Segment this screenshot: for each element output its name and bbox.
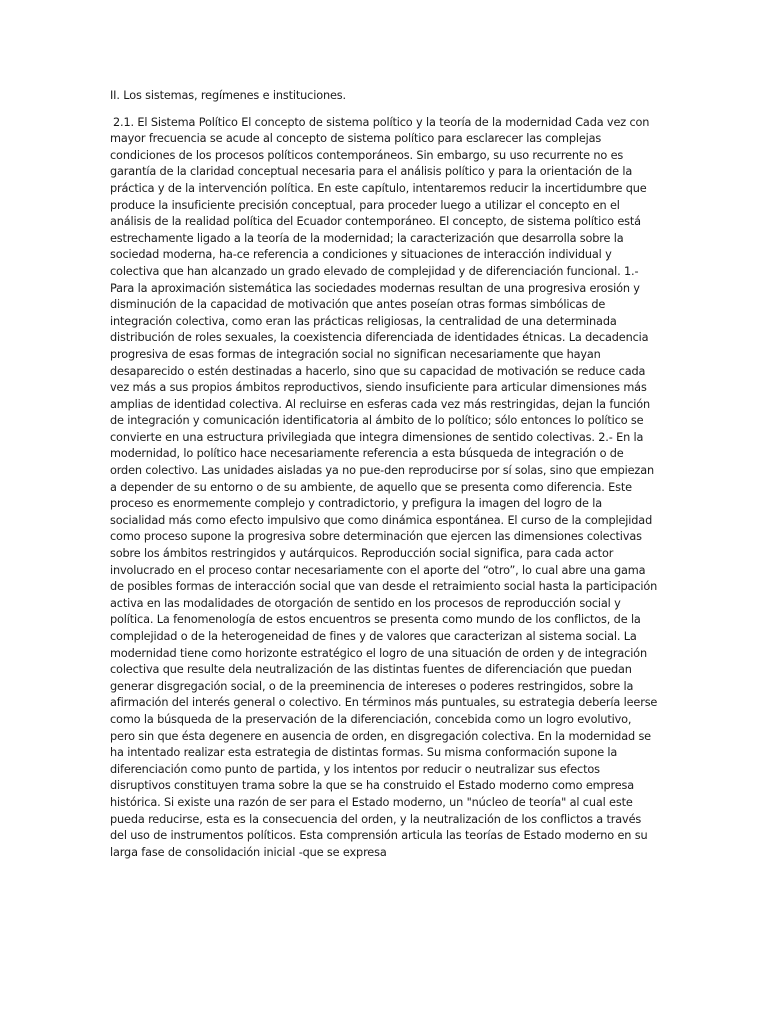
section-heading: II. Los sistemas, regímenes e instituciones.: [110, 89, 346, 102]
document-page: [110, 88, 658, 861]
body-paragraph: 2.1. El Sistema Político El concepto de sistema político y la teoría de la modernidad Cada vez con mayor frecuencia se acude al concepto de sistema político para esclarecer las complejas condiciones de los procesos políticos contemporáneos. Sin embargo, su uso recurrente no es garantía de la claridad conceptual necesaria para el análisis político y para la orientación de la práctica y de la intervención política. En este capítulo, intentaremos reducir la incertidumbre que produce la insuficiente precisión conceptual, para proceder luego a utilizar el concepto en el análisis de la realidad política del Ecuador contemporáneo. El concepto, de sistema político está estrechamente ligado a la teoría de la modernidad; la caracterización que desarrolla sobre la sociedad moderna, ha-ce referencia a condiciones y situaciones de interacción individual y colectiva que han alcanzado un grado elevado de complejidad y de diferenciación funcional. 1.- Para la aproximación sistemática las sociedades modernas resultan de una progresiva erosión y disminución de la capacidad de motivación que antes poseían otras formas simbólicas de integración colectiva, como eran las prácticas religiosas, la centralidad de una determinada distribución de roles sexuales, la coexistencia diferenciada de identidades étnicas. La decadencia progresiva de esas formas de integración social no significan necesariamente que hayan desaparecido o estén destinadas a hacerlo, sino que su capacidad de motivación se reduce cada vez más a sus propios ámbitos reproductivos, siendo insuficiente para articular dimensiones más amplias de identidad colectiva. Al recluirse en esferas cada vez más restringidas, dejan la función de integración y comunicación identificatoria al ámbito de lo político; sólo entonces lo político se convierte en una estructura privilegiada que integra dimensiones de sentido colectivas. 2.- En la modernidad, lo político hace necesariamente referencia a esta búsqueda de integración o de orden colectivo. Las unidades aisladas ya no pue-den reproducirse por sí solas, sino que empiezan a depender de su entorno o de su ambiente, de aquello que se presenta como diferencia. Este proceso es enormemente complejo y contradictorio, y prefigura la imagen del logro de la socialidad más como efecto impulsivo que como dinámica espontánea. El curso de la complejidad como proceso supone la progresiva sobre determinación que ejercen las dimensiones colectivas sobre los ámbitos restringidos y autárquicos. Reproducción social significa, para cada actor involucrado en el proceso contar necesariamente con el aporte del “otro”, lo cual abre una gama de posibles formas de interacción social que van desde el retraimiento social hasta la participación activa en las modalidades de otorgación de sentido en los procesos de reproducción social y política. La fenomenología de estos encuentros se presenta como mundo de los conflictos, de la complejidad o de la heterogeneidad de fines y de valores que caracterizan al sistema social. La modernidad tiene como horizonte estratégico el logro de una situación de orden y de integración colectiva que resulte dela neutralización de las distintas fuentes de diferenciación que puedan generar disgregación social, o de la preeminencia de intereses o poderes restringidos, sobre la afirmación del interés general o colectivo. En términos más puntuales, su estrategia debería leerse como la búsqueda de la preservación de la diferenciación, concebida como un logro evolutivo, pero sin que ésta degenere en ausencia de orden, en disgregación colectiva. En la modernidad se ha intentado realizar esta estrategia de distintas formas. Su misma conformación supone la diferenciación como punto de partida, y los intentos por reducir o neutralizar sus efectos disruptivos constituyen trama sobre la que se ha construido el Estado moderno como empresa histórica. Si existe una razón de ser para el Estado moderno, un "núcleo de teoría" al cual este pueda reducirse, esta es la consecuencia del orden, y la neutralización de los conflictos a través del uso de instrumentos políticos. Esta comprensión articula las teorías de Estado moderno en su larga fase de consolidación inicial -que se expresa: [110, 115, 658, 859]
